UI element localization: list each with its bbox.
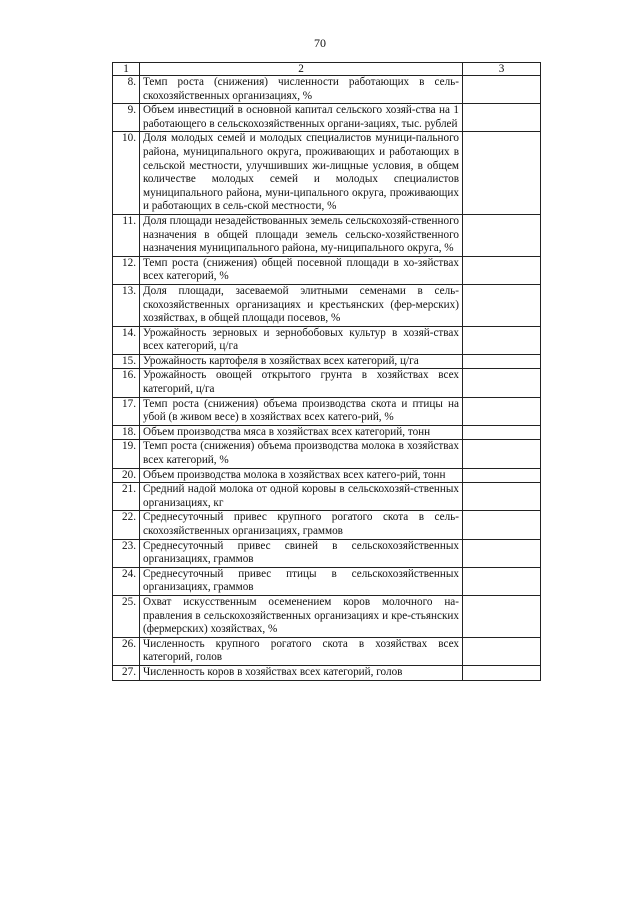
table-row [113,440,541,468]
row-number: 27. [113,665,140,680]
column-header-2: 2 [140,63,463,76]
indicator-name: Доля площади, засеваемой элитными семенами в сель-скохозяйственных организациях и крестьянских (фер-мерских) хозяйствах, в общей площади посевов, % [140,284,463,326]
indicator-value [463,483,541,511]
indicator-name: Среднесуточный привес птицы в сельскохозяйственных организациях, граммов [140,567,463,595]
table-body [113,76,541,681]
row-number: 24. [113,567,140,595]
indicators-table [112,62,541,681]
table-row [113,76,541,104]
indicator-name: Среднесуточный привес свиней в сельскохозяйственных организациях, граммов [140,539,463,567]
table-row [113,425,541,440]
indicator-name: Темп роста (снижения) объема производства скота и птицы на убой (в живом весе) в хозяйствах всех катего-рий, % [140,397,463,425]
indicator-value [463,567,541,595]
row-number: 18. [113,425,140,440]
indicator-value [463,637,541,665]
indicator-value [463,369,541,397]
indicator-name: Урожайность овощей открытого грунта в хозяйствах всех категорий, ц/га [140,369,463,397]
table-row [113,369,541,397]
indicator-value [463,595,541,637]
indicator-value [463,397,541,425]
table-row [113,483,541,511]
indicator-name: Средний надой молока от одной коровы в сельскохозяй-ственных организациях, кг [140,483,463,511]
indicator-value [463,214,541,256]
indicator-value [463,539,541,567]
indicator-name: Объем производства молока в хозяйствах всех катего-рий, тонн [140,468,463,483]
row-number: 13. [113,284,140,326]
indicator-name: Темп роста (снижения) общей посевной площади в хо-зяйствах всех категорий, % [140,256,463,284]
indicator-name: Охват искусственным осеменением коров молочного на-правления в сельскохозяйственных организациях и кре-стьянских (фермерских) хозяйствах, % [140,595,463,637]
table-row [113,104,541,132]
table-row [113,637,541,665]
row-number: 21. [113,483,140,511]
indicator-name: Среднесуточный привес крупного рогатого скота в сель-скохозяйственных организациях, граммов [140,511,463,539]
row-number: 16. [113,369,140,397]
indicator-name: Численность коров в хозяйствах всех категорий, голов [140,665,463,680]
indicator-value [463,354,541,369]
table-header-row [113,63,541,76]
table-row [113,539,541,567]
indicator-name: Численность крупного рогатого скота в хозяйствах всех категорий, голов [140,637,463,665]
indicator-value [463,104,541,132]
indicator-name: Доля молодых семей и молодых специалистов муници-пального района, муниципального округа, проживающих и работающих в сельской местности, улучшивших жи-лищные условия, в общем количестве молодых семей и молодых специалистов муниципального района, муни-ципального округа, проживающих и работающих в сель-ской местности, % [140,132,463,215]
table-row [113,468,541,483]
indicator-value [463,76,541,104]
row-number: 19. [113,440,140,468]
row-number: 25. [113,595,140,637]
indicator-value [463,665,541,680]
row-number: 20. [113,468,140,483]
indicator-name: Темп роста (снижения) численности работающих в сель-скохозяйственных организациях, % [140,76,463,104]
indicator-value [463,326,541,354]
table-row [113,326,541,354]
table-row [113,132,541,215]
indicator-value [463,440,541,468]
row-number: 17. [113,397,140,425]
row-number: 10. [113,132,140,215]
indicator-value [463,256,541,284]
table-row [113,354,541,369]
table-row [113,511,541,539]
column-header-1: 1 [113,63,140,76]
indicator-name: Урожайность картофеля в хозяйствах всех категорий, ц/га [140,354,463,369]
row-number: 26. [113,637,140,665]
row-number: 12. [113,256,140,284]
table-row [113,256,541,284]
indicator-value [463,511,541,539]
indicator-value [463,132,541,215]
indicator-name: Урожайность зерновых и зернобобовых культур в хозяй-ствах всех категорий, ц/га [140,326,463,354]
indicator-value [463,425,541,440]
table-row [113,595,541,637]
indicator-name: Темп роста (снижения) объема производства молока в хозяйствах всех категорий, % [140,440,463,468]
row-number: 23. [113,539,140,567]
indicator-value [463,468,541,483]
indicator-name: Объем инвестиций в основной капитал сельского хозяй-ства на 1 работающего в сельскохозяйственных органи-зациях, тыс. рублей [140,104,463,132]
table-row [113,665,541,680]
row-number: 11. [113,214,140,256]
indicator-name: Объем производства мяса в хозяйствах всех категорий, тонн [140,425,463,440]
column-header-3: 3 [463,63,541,76]
row-number: 9. [113,104,140,132]
table-row [113,567,541,595]
table-row [113,284,541,326]
row-number: 8. [113,76,140,104]
indicator-value [463,284,541,326]
row-number: 15. [113,354,140,369]
row-number: 22. [113,511,140,539]
page-number: 70 [314,36,326,50]
indicator-name: Доля площади незадействованных земель сельскохозяй-ственного назначения в общей площади земель сельско-хозяйственного назначения муниципального района, му-ниципального округа, % [140,214,463,256]
table-row [113,397,541,425]
table-row [113,214,541,256]
row-number: 14. [113,326,140,354]
